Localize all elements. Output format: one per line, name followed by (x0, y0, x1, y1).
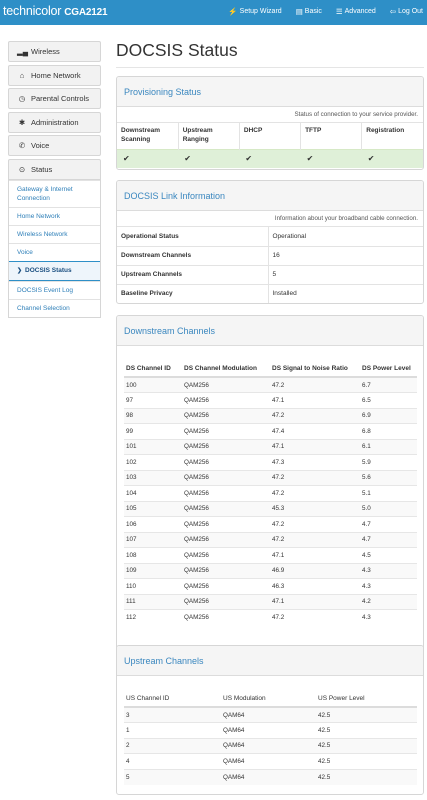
column-header: US Power Level (316, 691, 417, 707)
downstream-table (124, 361, 417, 625)
table-row (124, 517, 417, 533)
upstream-table (124, 691, 417, 785)
provisioning-column-header: Upstream Ranging (178, 123, 239, 149)
table-row (124, 439, 417, 455)
gear-icon: ✱ (18, 117, 26, 127)
home-icon: ⌂ (19, 70, 25, 80)
link-info-label: Upstream Channels (117, 265, 268, 284)
clock-icon: ◷ (18, 94, 26, 103)
status-icon: ⊙ (18, 164, 26, 174)
table-cell: QAM256 (182, 408, 270, 424)
table-row (124, 470, 417, 486)
table-cell: QAM256 (182, 563, 270, 579)
table-cell: 103 (124, 470, 182, 486)
sidebar-item-label: Home Network (31, 70, 81, 80)
table-cell: 47.1 (270, 393, 360, 409)
table-cell: 5.1 (360, 486, 417, 502)
table-cell: 111 (124, 594, 182, 610)
table-cell: QAM256 (182, 377, 270, 393)
provisioning-column-header: Downstream Scanning (117, 123, 178, 149)
subnav-item-docsis-status[interactable] (9, 261, 100, 281)
table-row (124, 393, 417, 409)
table-cell: QAM256 (182, 610, 270, 626)
table-cell: QAM256 (182, 424, 270, 440)
provisioning-title: Provisioning Status (117, 77, 423, 107)
upstream-title: Upstream Channels (117, 646, 423, 676)
table-cell: 6.1 (360, 439, 417, 455)
table-row (124, 707, 417, 723)
sidebar-item-label: Wireless (31, 47, 60, 56)
table-row (124, 548, 417, 564)
list-icon: ▤ (295, 7, 303, 16)
column-header: DS Channel ID (124, 361, 182, 377)
table-cell: 46.3 (270, 579, 360, 595)
table-cell: QAM256 (182, 579, 270, 595)
table-cell: 46.9 (270, 563, 360, 579)
table-row (124, 579, 417, 595)
table-cell: 6.9 (360, 408, 417, 424)
table-cell: 100 (124, 377, 182, 393)
table-cell: QAM256 (182, 439, 270, 455)
table-cell: 47.2 (270, 408, 360, 424)
table-cell: QAM256 (182, 470, 270, 486)
table-cell: QAM64 (221, 738, 316, 754)
sidebar-item-administration[interactable] (8, 112, 101, 133)
sidebar-item-label: Parental Controls (31, 94, 89, 103)
table-row (124, 455, 417, 471)
subnav-item-wireless-network[interactable] (9, 225, 100, 243)
page-title: DOCSIS Status (116, 40, 238, 60)
table-cell: 112 (124, 610, 182, 626)
table-cell: 47.2 (270, 610, 360, 626)
table-cell: 5 (124, 769, 221, 785)
subnav-item-gateway-internet-connection[interactable] (9, 180, 100, 207)
check-icon: ✔ (301, 149, 362, 168)
table-row (124, 738, 417, 754)
table-cell: 42.5 (316, 769, 417, 785)
table-cell: 5.0 (360, 501, 417, 517)
table-cell: 110 (124, 579, 182, 595)
nav-basic[interactable] (296, 8, 322, 16)
provisioning-desc: Status of connection to your service provider. (117, 107, 423, 123)
provisioning-column-header: Registration (366, 127, 405, 134)
link-info-value: Operational (268, 227, 423, 246)
table-cell: 4 (124, 754, 221, 770)
table-cell: 105 (124, 501, 182, 517)
table-cell: 42.5 (316, 738, 417, 754)
table-cell: QAM256 (182, 594, 270, 610)
table-cell: 4.3 (360, 563, 417, 579)
table-cell: 45.3 (270, 501, 360, 517)
table-cell: QAM256 (182, 501, 270, 517)
table-cell: 98 (124, 408, 182, 424)
table-cell: 47.2 (270, 532, 360, 548)
table-cell: 47.2 (270, 377, 360, 393)
nav-setup-wizard[interactable] (228, 8, 281, 16)
main-content (116, 36, 424, 781)
sidebar-item-label: Administration (31, 117, 79, 127)
table-cell: 99 (124, 424, 182, 440)
table-cell: 5.9 (360, 455, 417, 471)
table-cell: 47.3 (270, 455, 360, 471)
table-cell: 4.5 (360, 548, 417, 564)
phone-icon: ✆ (18, 141, 26, 150)
sidebar-item-voice[interactable] (8, 135, 101, 156)
subnav-label: DOCSIS Status (25, 266, 72, 274)
chevron-right-icon: ❯ (17, 267, 23, 274)
table-cell: 106 (124, 517, 182, 533)
subnav-label: DOCSIS Event Log (17, 286, 73, 294)
provisioning-column-header: TFTP (301, 123, 362, 149)
table-cell: 47.2 (270, 470, 360, 486)
table-cell: QAM64 (221, 723, 316, 739)
menu-icon: ☰ (335, 7, 343, 16)
check-icon: ✔ (178, 149, 239, 168)
table-row (117, 227, 423, 246)
table-cell: 4.7 (360, 532, 417, 548)
logout-icon: ⇦ (389, 7, 397, 16)
link-info-value: 16 (268, 246, 423, 265)
bolt-icon: ⚡ (228, 7, 238, 16)
check-icon: ✔ (239, 149, 300, 168)
table-cell: 4.3 (360, 579, 417, 595)
subnav-item-voice[interactable] (9, 243, 100, 261)
table-row (124, 501, 417, 517)
table-cell: 109 (124, 563, 182, 579)
sidebar-item-label: Voice (31, 141, 50, 150)
status-subnav (8, 180, 101, 318)
link-info-value: Installed (268, 284, 423, 303)
table-cell: 47.2 (270, 486, 360, 502)
table-cell: 6.5 (360, 393, 417, 409)
top-nav (214, 8, 423, 16)
table-cell: 6.8 (360, 424, 417, 440)
column-header: US Channel ID (124, 691, 221, 707)
column-header: US Modulation (221, 691, 316, 707)
table-cell: 47.4 (270, 424, 360, 440)
upstream-panel (116, 645, 424, 795)
table-row (117, 284, 423, 303)
column-header: DS Channel Modulation (182, 361, 270, 377)
table-cell: QAM256 (182, 517, 270, 533)
sidebar (8, 41, 101, 318)
table-cell: 3 (124, 707, 221, 723)
link-info-desc: Information about your broadband cable connection. (117, 211, 423, 227)
table-cell: 1 (124, 723, 221, 739)
table-cell: 42.5 (316, 707, 417, 723)
brand-logo[interactable] (3, 4, 107, 18)
table-cell: QAM256 (182, 455, 270, 471)
link-info-title: DOCSIS Link Information (117, 181, 423, 211)
nav-label: Basic (304, 8, 322, 16)
table-row (124, 769, 417, 785)
nav-label: Log Out (398, 8, 423, 16)
table-row (124, 754, 417, 770)
signal-icon: ▂▄ (17, 47, 29, 56)
nav-label: Setup Wizard (239, 8, 282, 16)
downstream-panel (116, 315, 424, 670)
link-info-panel (116, 180, 424, 304)
table-row (124, 594, 417, 610)
sidebar-item-wireless[interactable] (8, 41, 101, 62)
table-cell: QAM256 (182, 486, 270, 502)
table-row (124, 408, 417, 424)
provisioning-column-header: DHCP (239, 123, 300, 149)
subnav-item-home-network[interactable] (9, 207, 100, 225)
table-cell: 6.7 (360, 377, 417, 393)
model-name: CGA2121 (64, 7, 108, 18)
provisioning-table (117, 123, 423, 168)
table-cell: 108 (124, 548, 182, 564)
provisioning-panel (116, 76, 424, 170)
table-row (117, 265, 423, 284)
table-cell: 47.1 (270, 548, 360, 564)
table-row (117, 246, 423, 265)
brand-name: technicolor (3, 4, 62, 18)
link-info-table (117, 227, 423, 304)
table-row (124, 424, 417, 440)
table-cell: 107 (124, 532, 182, 548)
table-row (124, 610, 417, 626)
subnav-label: Wireless Network (17, 230, 68, 238)
table-cell: QAM256 (182, 393, 270, 409)
table-cell: 4.2 (360, 594, 417, 610)
sidebar-item-label: Status (31, 164, 53, 174)
column-header: DS Signal to Noise Ratio (270, 361, 360, 377)
nav-advanced[interactable] (336, 8, 376, 16)
link-info-label: Operational Status (117, 227, 268, 246)
table-cell: 102 (124, 455, 182, 471)
sidebar-item-home-network[interactable] (8, 65, 101, 86)
table-cell: 4.3 (360, 610, 417, 626)
check-icon: ✔ (117, 149, 178, 168)
downstream-title: Downstream Channels (117, 316, 423, 346)
table-cell: 5.6 (360, 470, 417, 486)
subnav-item-channel-selection[interactable] (9, 299, 100, 317)
subnav-label: Channel Selection (17, 304, 70, 312)
table-cell: 97 (124, 393, 182, 409)
table-cell: 101 (124, 439, 182, 455)
check-icon: ✔ (362, 149, 423, 168)
nav-log-out[interactable] (390, 8, 423, 16)
table-cell: QAM64 (221, 769, 316, 785)
subnav-label: Home Network (17, 212, 60, 220)
top-bar (0, 0, 427, 25)
table-cell: QAM256 (182, 532, 270, 548)
subnav-label: Gateway & Internet Connection (17, 185, 73, 202)
table-cell: 42.5 (316, 723, 417, 739)
table-cell: 47.2 (270, 517, 360, 533)
table-cell: 104 (124, 486, 182, 502)
table-row (124, 563, 417, 579)
table-row (124, 486, 417, 502)
table-cell: 47.1 (270, 439, 360, 455)
table-row (124, 532, 417, 548)
sidebar-item-status[interactable] (8, 159, 101, 180)
table-cell: 4.7 (360, 517, 417, 533)
link-info-label: Downstream Channels (117, 246, 268, 265)
table-cell: 47.1 (270, 594, 360, 610)
table-row (124, 723, 417, 739)
sidebar-item-parental-controls[interactable] (8, 88, 101, 109)
table-cell: QAM64 (221, 754, 316, 770)
table-cell: QAM256 (182, 548, 270, 564)
link-info-value: 5 (268, 265, 423, 284)
nav-label: Advanced (344, 8, 376, 16)
table-cell: 42.5 (316, 754, 417, 770)
title-divider (116, 67, 424, 68)
table-row (124, 377, 417, 393)
column-header: DS Power Level (360, 361, 417, 377)
table-cell: 2 (124, 738, 221, 754)
table-cell: QAM64 (221, 707, 316, 723)
subnav-item-docsis-event-log[interactable] (9, 281, 100, 299)
subnav-label: Voice (17, 248, 33, 256)
link-info-label: Baseline Privacy (117, 284, 268, 303)
